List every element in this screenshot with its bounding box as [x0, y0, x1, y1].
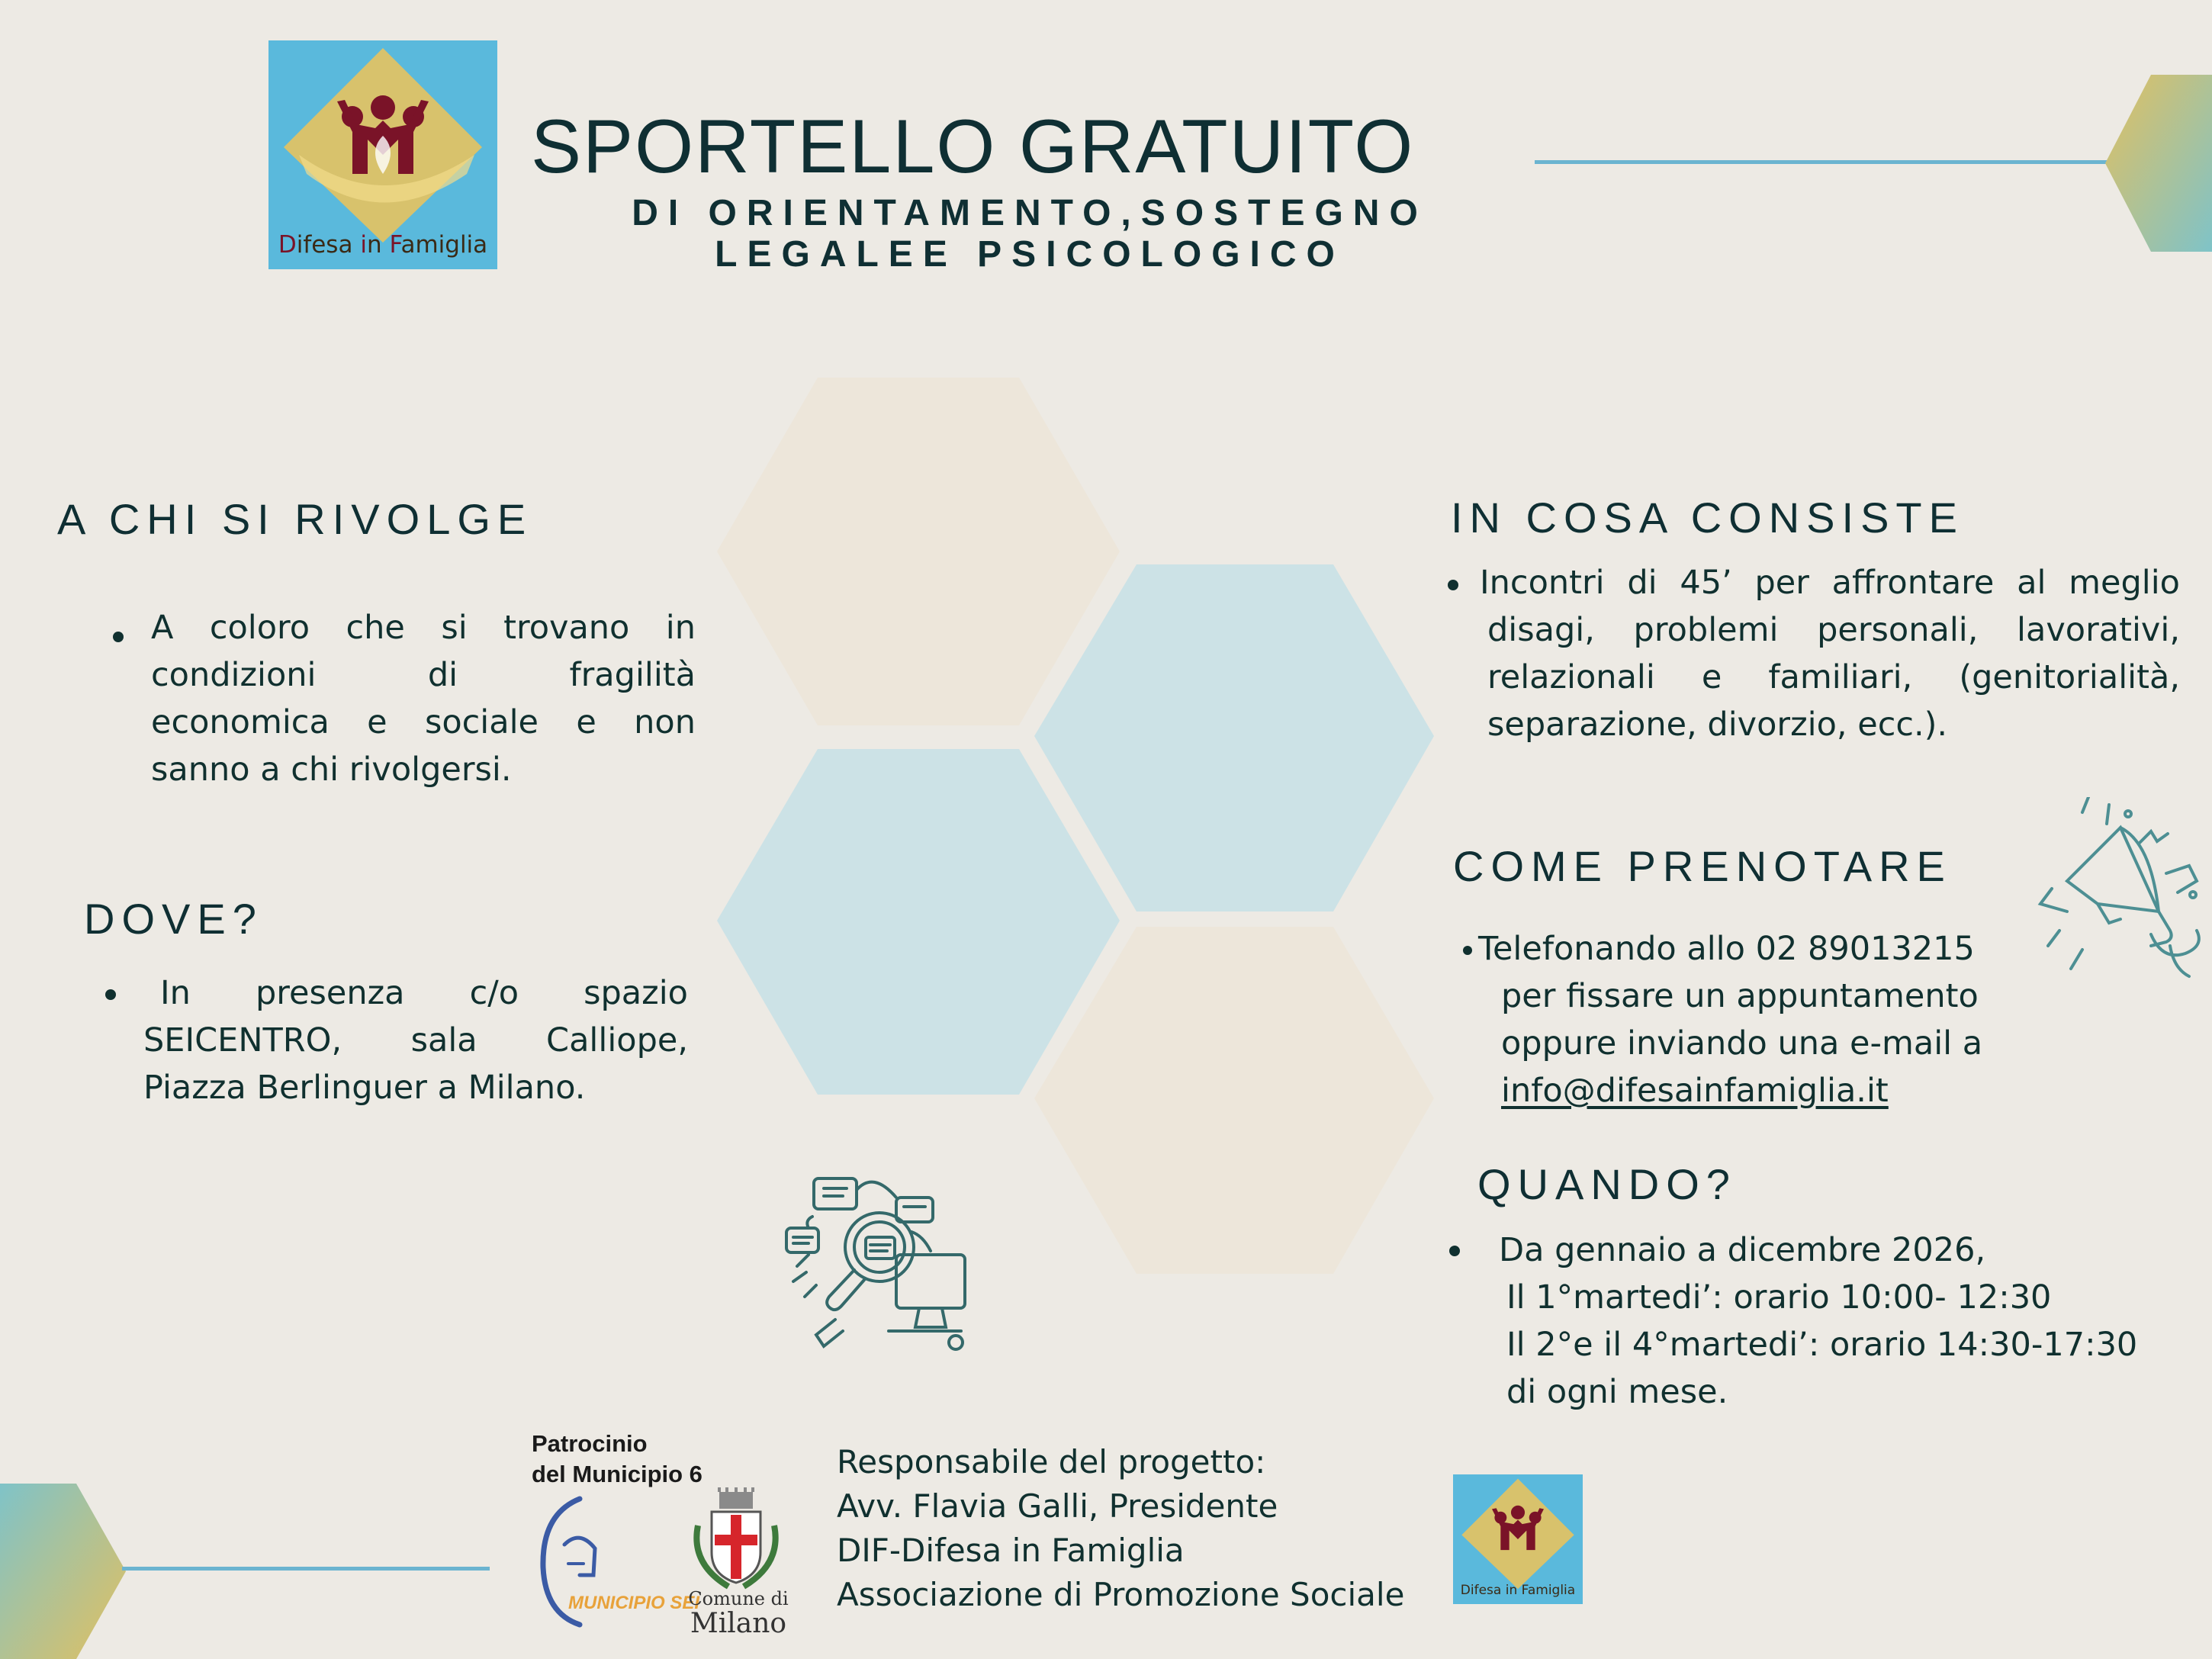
in-cosa-line-2: disagi, problemi personali, lavorativi,	[1487, 611, 2180, 649]
quando-text	[1499, 1227, 2185, 1416]
bullet-a-chi	[113, 632, 124, 642]
bullet-dove	[105, 989, 116, 1000]
corner-hexagon-top	[2105, 75, 2212, 252]
in-cosa-line-1: Incontri di 45’ per affrontare al meglio	[1480, 564, 2180, 602]
come-line-3: oppure inviando una e-mail a	[1501, 1024, 1983, 1063]
in-cosa-line-3: relazionali e familiari, (genitorialità,	[1487, 658, 2180, 696]
come-email-row	[1478, 1067, 2058, 1114]
dove-text	[143, 969, 688, 1111]
top-rule	[1535, 160, 2111, 164]
a-chi-line-4: sanno a chi rivolgersi.	[151, 751, 512, 789]
dove-line-1: In presenza c/o spazio	[160, 974, 688, 1012]
patrocinio-line-2: del Municipio 6	[532, 1461, 703, 1487]
come-line-1: Telefonando allo 02 89013215	[1478, 930, 1975, 968]
hexagon-blue-left	[717, 749, 1120, 1095]
comune-line-1: Comune di	[688, 1588, 789, 1609]
responsabile-line-4: Associazione di Promozione Sociale	[837, 1576, 1405, 1613]
responsabile-block	[837, 1440, 1404, 1617]
bullet-in-cosa	[1448, 580, 1458, 590]
comune-crest-icon	[683, 1487, 789, 1594]
in-cosa-text	[1480, 559, 2180, 748]
quando-line-2: Il 1°martedi’: orario 10:00- 12:30	[1506, 1278, 2052, 1317]
come-text	[1478, 925, 2058, 1114]
logo-text-ifesa: ifesa	[296, 231, 361, 259]
logo-text-amiglia: amiglia	[400, 231, 488, 259]
come-line-2: per fissare un appuntamento	[1501, 977, 1979, 1015]
patrocinio-line-1: Patrocinio	[532, 1430, 648, 1457]
hexagon-blue-right	[1034, 564, 1434, 911]
municipio-label: MUNICIPIO SEI	[568, 1593, 700, 1613]
hexagon-beige-top	[717, 378, 1120, 725]
bullet-quando	[1449, 1246, 1460, 1256]
in-cosa-line-4: separazione, divorzio, ecc.).	[1487, 706, 1948, 744]
responsabile-line-2: Avv. Flavia Galli, Presidente	[837, 1487, 1278, 1525]
computer-search-icon	[782, 1175, 973, 1358]
a-chi-text	[151, 604, 696, 793]
megaphone-icon	[2037, 797, 2212, 995]
logo-letter-f: F	[389, 231, 401, 259]
difesa-logo	[268, 40, 497, 269]
email-link[interactable]: info@difesainfamiglia.it	[1501, 1072, 1889, 1110]
page-title: SPORTELLO GRATUITO	[531, 104, 1415, 188]
quando-line-1: Da gennaio a dicembre 2026,	[1499, 1231, 1986, 1269]
dove-line-3: Piazza Berlinguer a Milano.	[143, 1069, 586, 1107]
logo-text-n: n	[366, 231, 390, 259]
logo-caption	[268, 231, 497, 259]
logo-letter-i: i	[360, 231, 367, 259]
difesa-logo-small	[1453, 1474, 1583, 1604]
hexagon-cluster	[717, 378, 1442, 1278]
heading-quando: QUANDO?	[1477, 1160, 1737, 1208]
quando-line-4: di ogni mese.	[1506, 1373, 1728, 1411]
a-chi-line-1: A coloro che si trovano in	[151, 609, 696, 647]
heading-in-cosa-consiste: IN COSA CONSISTE	[1451, 494, 1964, 542]
comune-label	[685, 1589, 792, 1639]
dove-line-2: SEICENTRO, sala Calliope,	[143, 1021, 688, 1059]
corner-hexagon-bottom	[0, 1484, 126, 1659]
responsabile-line-1: Responsabile del progetto:	[837, 1443, 1266, 1481]
a-chi-line-2: condizioni di fragilità	[151, 656, 696, 694]
heading-come-prenotare: COME PRENOTARE	[1453, 842, 1952, 890]
patrocinio-label	[532, 1429, 703, 1490]
responsabile-line-3: DIF-Difesa in Famiglia	[837, 1532, 1185, 1569]
logo-letter-d: D	[278, 231, 297, 259]
page-subtitle-line1: DI ORIENTAMENTO,SOSTEGNO	[632, 193, 1428, 233]
bottom-rule	[122, 1567, 490, 1571]
a-chi-line-3: economica e sociale e non	[151, 703, 696, 741]
quando-line-3: Il 2°e il 4°martedi’: orario 14:30-17:30	[1506, 1326, 2138, 1364]
heading-dove: DOVE?	[84, 895, 263, 943]
small-logo-caption: Difesa in Famiglia	[1460, 1583, 1576, 1598]
heading-a-chi-si-rivolge: A CHI SI RIVOLGE	[57, 495, 533, 543]
comune-line-2: Milano	[690, 1608, 787, 1639]
page-subtitle-line2: LEGALEE PSICOLOGICO	[715, 234, 1345, 275]
hexagon-beige-bottom	[1034, 927, 1434, 1274]
bullet-come	[1463, 946, 1472, 955]
